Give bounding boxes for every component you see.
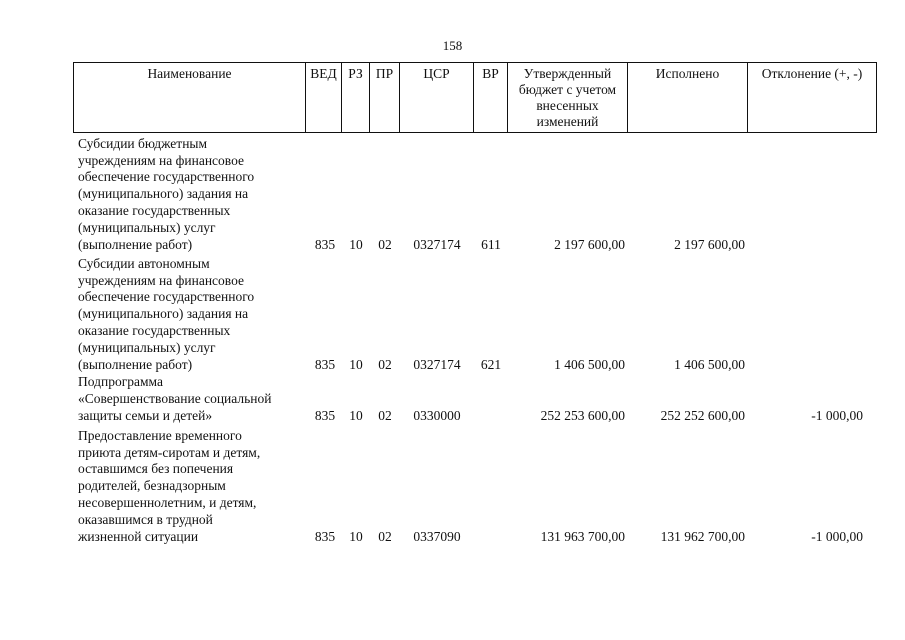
row-ved: 835 [314, 529, 336, 545]
name-line: обеспечение государственного [78, 289, 255, 305]
row-csr: 0327174 [413, 357, 461, 373]
row-pr: 02 [378, 408, 392, 424]
header-vr: ВР [474, 63, 508, 133]
name-line: приюта детям-сиротам и детям, [78, 444, 261, 460]
row-csr: 0330000 [413, 408, 461, 424]
row-executed: 1 406 500,00 [674, 357, 745, 373]
name-line: (муниципальных) услуг [78, 340, 216, 356]
row-rz: 10 [349, 408, 363, 424]
row-ved: 835 [314, 357, 336, 373]
name-line: несовершеннолетним, и детям, [78, 495, 257, 511]
row-vr: 611 [481, 237, 501, 253]
name-line: обеспечение государственного [78, 169, 255, 185]
header-csr: ЦСР [400, 63, 474, 133]
header-name: Наименование [74, 63, 306, 133]
row-deviation: -1 000,00 [811, 408, 863, 424]
name-line: (муниципального) задания на [78, 186, 249, 202]
row-name [78, 136, 306, 254]
header-rz: РЗ [342, 63, 370, 133]
row-name [78, 428, 306, 546]
header-pr: ПР [370, 63, 400, 133]
row-deviation: -1 000,00 [811, 529, 863, 545]
row-name [78, 256, 306, 374]
table-header [73, 62, 877, 133]
name-line: Подпрограмма [78, 374, 163, 390]
name-line: оказание государственных [78, 203, 231, 219]
name-line: защиты семьи и детей» [78, 408, 213, 424]
name-line: родителей, безнадзорным [78, 478, 226, 494]
name-line: Предоставление временного [78, 427, 242, 443]
name-line: «Совершенствование социальной [78, 391, 272, 407]
row-rz: 10 [349, 357, 363, 373]
header-ved: ВЕД [306, 63, 342, 133]
row-name [78, 374, 306, 425]
row-csr: 0337090 [413, 529, 461, 545]
header-executed: Исполнено [628, 63, 748, 133]
name-line: учреждениям на финансовое [78, 272, 244, 288]
row-approved: 252 253 600,00 [540, 408, 625, 424]
row-ved: 835 [314, 237, 336, 253]
table-row [73, 374, 876, 425]
table-row [73, 425, 876, 546]
row-approved: 2 197 600,00 [554, 237, 625, 253]
name-line: учреждениям на финансовое [78, 152, 244, 168]
row-approved: 1 406 500,00 [554, 357, 625, 373]
name-line: (муниципальных) услуг [78, 220, 216, 236]
header-deviation: Отклонение (+, -) [748, 63, 877, 133]
page-number: 158 [442, 38, 463, 53]
table-row [73, 254, 876, 374]
row-approved: 131 963 700,00 [540, 529, 625, 545]
row-vr: 621 [480, 357, 502, 373]
row-ved: 835 [314, 408, 336, 424]
name-line: оказание государственных [78, 323, 231, 339]
row-pr: 02 [378, 357, 392, 373]
table-row [73, 134, 876, 254]
row-pr: 02 [378, 529, 392, 545]
row-rz: 10 [349, 237, 363, 253]
row-csr: 0327174 [413, 237, 461, 253]
name-line: (муниципального) задания на [78, 306, 249, 322]
name-line: оставшимся без попечения [78, 461, 234, 477]
name-line: (выполнение работ) [78, 237, 193, 253]
row-executed: 131 962 700,00 [660, 529, 745, 545]
row-pr: 02 [378, 237, 392, 253]
name-line: оказавшимся в трудной [78, 512, 213, 528]
name-line: Субсидии бюджетным [78, 135, 208, 151]
row-rz: 10 [349, 529, 363, 545]
name-line: жизненной ситуации [78, 529, 199, 545]
name-line: (выполнение работ) [78, 357, 193, 373]
name-line: Субсидии автономным [78, 255, 210, 271]
header-approved: Утвержденный бюджет с учетом внесенных изменений [508, 63, 628, 133]
row-executed: 252 252 600,00 [660, 408, 745, 424]
row-executed: 2 197 600,00 [674, 237, 745, 253]
